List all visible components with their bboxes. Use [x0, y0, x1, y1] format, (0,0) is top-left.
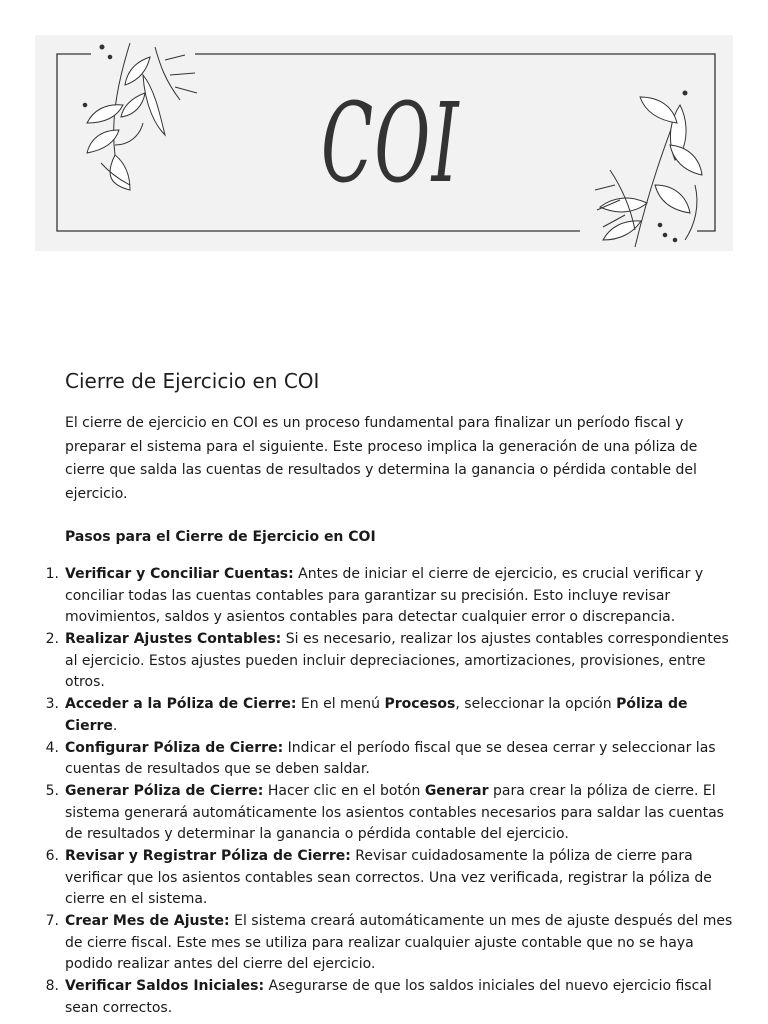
- step-label: Revisar y Registrar Póliza de Cierre:: [65, 848, 351, 864]
- step-text: El sistema creará automáticamente un mes de ajuste después del mes de cierre fiscal. Este mes se utiliza para realizar cualquier ajuste contable que no se haya podido realizar antes del cierre del ejercicio.: [65, 913, 733, 972]
- leaf-branch-icon: [595, 91, 702, 247]
- step-text: Indicar el período fiscal que se desea cerrar y seleccionar las cuentas de resultados que se deben saldar.: [65, 739, 716, 777]
- intro-paragraph: El cierre de ejercicio en COI es un proceso fundamental para finalizar un período fiscal y preparar el sistema para el siguiente. Este proceso implica la generación de una póliza de cierre que salda las cuentas de resultados y determina la ganancia o pérdida contable del ejercicio.: [65, 415, 698, 502]
- step-text: Asegurarse de que los saldos iniciales del nuevo ejercicio fiscal sean correctos.: [65, 978, 712, 1016]
- list-item: [65, 629, 733, 694]
- step-text: para crear la póliza de cierre. El sistema generará automáticamente los asientos contables necesarios para saldar las cuentas de resultados y determinar la ganancia o pérdida contable del ejercicio.: [65, 783, 724, 842]
- banner-title: COI: [321, 79, 460, 207]
- list-item: [65, 564, 733, 629]
- list-item: [65, 911, 733, 976]
- step-text: Si es necesario, realizar los ajustes contables correspondientes al ejercicio. Estos ajustes pueden incluir depreciaciones, amortizaciones, provisiones, entre otros.: [65, 631, 729, 690]
- step-text: .: [112, 717, 118, 734]
- list-item: [65, 738, 733, 781]
- document-body: [65, 368, 733, 1020]
- list-item: [65, 781, 733, 846]
- list-item: [65, 846, 733, 911]
- step-label: Crear Mes de Ajuste:: [65, 913, 230, 929]
- step-label: Verificar Saldos Iniciales:: [65, 978, 265, 994]
- steps-list: [65, 564, 733, 1019]
- leaf-branch-icon: [83, 43, 197, 190]
- step-label: Realizar Ajustes Contables:: [65, 631, 282, 647]
- step-text: Hacer clic en el botón: [263, 783, 425, 799]
- step-text: En el menú: [296, 696, 385, 712]
- menu-name: Procesos: [384, 696, 456, 712]
- list-item: [65, 694, 733, 737]
- step-label: Verificar y Conciliar Cuentas:: [65, 566, 294, 582]
- header-banner: [35, 35, 733, 251]
- page-title: Cierre de Ejercicio en COI: [65, 369, 320, 393]
- list-item: [65, 976, 733, 1019]
- step-label: Generar Póliza de Cierre:: [65, 783, 264, 799]
- step-text: Revisar cuidadosamente la póliza de cierre para verificar que los asientos contables sean correctos. Una vez verificada, registrar la póliza de cierre en el sistema.: [65, 848, 712, 907]
- step-label: Acceder a la Póliza de Cierre:: [65, 696, 297, 712]
- step-label: Configurar Póliza de Cierre:: [65, 739, 284, 756]
- button-name: Generar: [424, 783, 489, 799]
- step-text: Antes de iniciar el cierre de ejercicio, es crucial verificar y conciliar todas las cuentas contables para garantizar su precisión. Esto incluye revisar movimientos, saldos y asientos contables para detectar cualquier error o discrepancia.: [65, 566, 704, 625]
- option-name: Póliza de Cierre: [65, 696, 688, 734]
- step-text: , seleccionar la opción: [455, 696, 617, 712]
- steps-heading: Pasos para el Cierre de Ejercicio en COI: [65, 529, 376, 545]
